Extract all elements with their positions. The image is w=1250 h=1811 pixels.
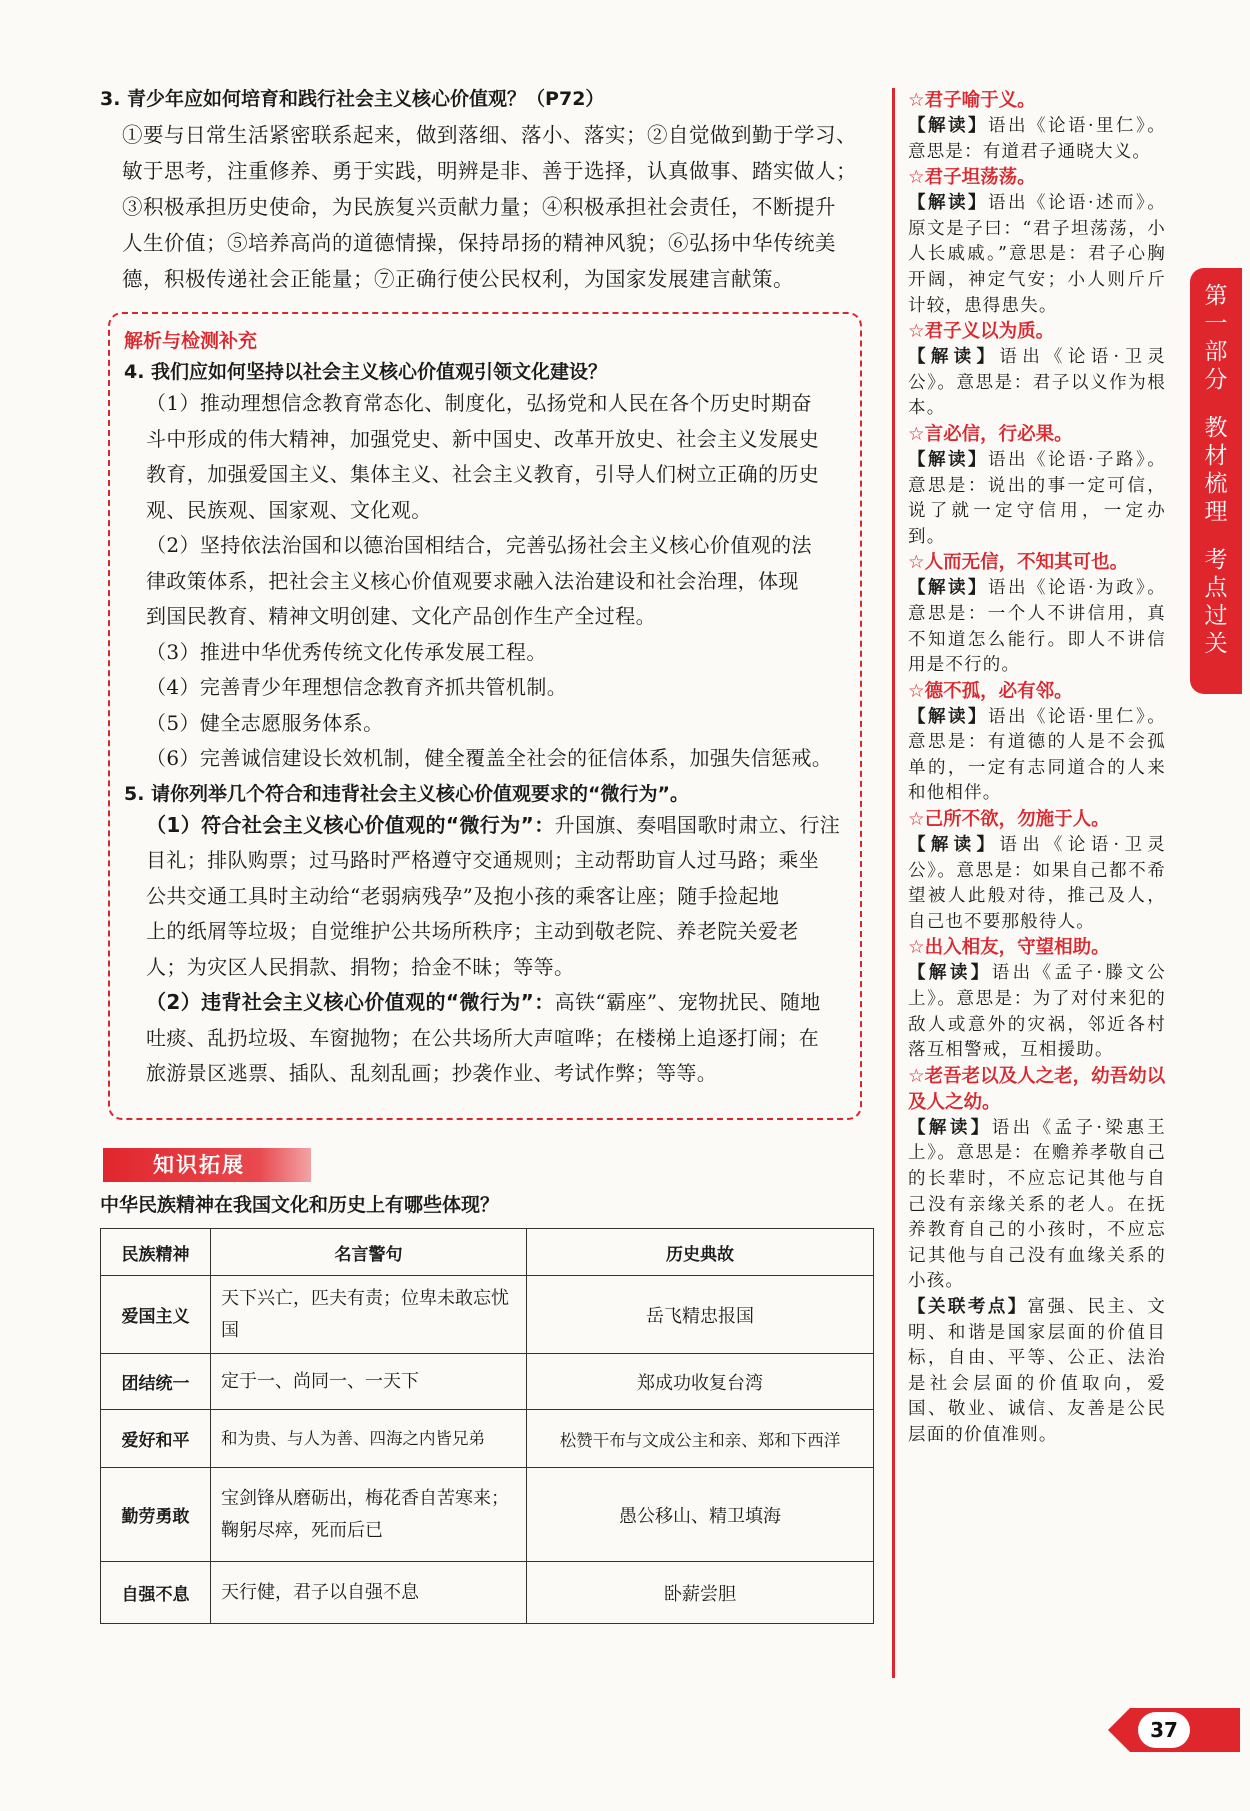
knowledge-extension-banner: 知识拓展 — [103, 1148, 311, 1182]
story-cell: 愚公移山、精卫填海 — [527, 1468, 874, 1562]
question-4-title: 4. 我们应如何坚持以社会主义核心价值观引领文化建设？ — [124, 361, 608, 383]
quote-heading: ☆人而无信，不知其可也。 — [908, 552, 1129, 574]
spirit-cell: 爱国主义 — [101, 1276, 211, 1354]
q4-line: （3）推进中华优秀传统文化传承发展工程。 — [146, 639, 547, 664]
quote-heading: ☆君子喻于义。 — [908, 90, 1036, 111]
explanation-text: 语出《孟子·梁惠王上》。意思是：在赡养孝敬自己的长辈时，不应忘记其他与自己没有亲缘关系的老人。在抚养教育自己的小孩时，不应忘记其他与自己没有血缘关系的小孩。 — [908, 1117, 1166, 1292]
tab-char: 部 — [1204, 339, 1228, 365]
explanation-tag: 【解读】 — [908, 835, 1000, 856]
q5-line: 公共交通工具时主动给“老弱病残孕”及抱小孩的乘客让座；随手捡起地 — [146, 883, 780, 908]
q4-line: 教育，加强爱国主义、集体主义、社会主义教育，引导人们树立正确的历史 — [146, 462, 820, 486]
story-cell: 松赞干布与文成公主和亲、郑和下西洋 — [527, 1410, 874, 1468]
section-tab — [1190, 268, 1242, 694]
explanation-tag: 【解读】 — [908, 963, 992, 984]
q4-line: 斗中形成的伟大精神，加强党史、新中国史、改革开放史、社会主义发展史 — [146, 426, 820, 451]
q4-line: （6）完善诚信建设长效机制，健全覆盖全社会的征信体系，加强失信惩戒。 — [146, 746, 833, 770]
quote-entry — [908, 679, 1166, 807]
quote-explanation — [908, 961, 1166, 1063]
quote-heading: ☆德不孤，必有邻。 — [908, 680, 1073, 702]
q3-line: 人生价值；⑤培养高尚的道德情操，保持昂扬的精神风貌；⑥弘扬中华传统美 — [122, 231, 836, 255]
q4-line: （5）健全志愿服务体系。 — [146, 710, 384, 735]
q5-line: 上的纸屑等垃圾；自觉维护公共场所秩序；主动到敬老院、养老院关爱老 — [146, 919, 799, 943]
quote-heading: ☆君子坦荡荡。 — [908, 167, 1036, 189]
question-3 — [100, 84, 880, 297]
page-number: 37 — [1138, 1712, 1190, 1748]
quote-heading: ☆老吾老以及人之老，幼吾幼以及人之幼。 — [908, 1065, 1166, 1113]
table-row — [101, 1410, 874, 1468]
sidebar-quotes — [908, 88, 1166, 1449]
quote-entry — [908, 807, 1166, 935]
national-spirit-table — [100, 1228, 874, 1624]
explanation-tag: 【解读】 — [908, 706, 988, 727]
quote-entry — [908, 550, 1166, 678]
quote-explanation — [908, 345, 1166, 422]
quote-cell: 天下兴亡，匹夫有责；位卑未敢忘忧国 — [211, 1276, 527, 1354]
q3-line: 德，积极传递社会正能量；⑦正确行使公民权利，为国家发展建言献策。 — [122, 267, 794, 291]
q4-line: 律政策体系，把社会主义核心价值观要求融入法治建设和社会治理，体现 — [146, 568, 799, 593]
tab-char: 点 — [1204, 575, 1228, 601]
q5-line: 目礼；排队购票；过马路时严格遵守交通规则；主动帮助盲人过马路；乘坐 — [146, 848, 820, 872]
story-cell: 卧薪尝胆 — [527, 1562, 874, 1624]
spirit-cell: 勤劳勇敢 — [101, 1468, 211, 1562]
quote-cell: 宝剑锋从磨砺出，梅花香自苦寒来；鞠躬尽瘁，死而后已 — [211, 1468, 527, 1562]
tab-char: 理 — [1204, 499, 1228, 525]
related-tag: 【关联考点】 — [908, 1296, 1028, 1317]
spirit-cell: 爱好和平 — [101, 1410, 211, 1468]
q5-part1-label: （1）符合社会主义核心价值观的“微行为”： — [146, 812, 555, 837]
explanation-tag: 【解读】 — [908, 347, 1000, 368]
spirit-cell: 自强不息 — [101, 1562, 211, 1624]
analysis-box-title: 解析与检测补充 — [124, 330, 258, 352]
q3-line: ③积极承担历史使命，为民族复兴贡献力量；④积极承担社会责任，不断提升 — [122, 195, 836, 219]
quote-entry — [908, 422, 1166, 550]
q4-line: 观、民族观、国家观、文化观。 — [146, 497, 432, 522]
q3-line: ①要与日常生活紧密联系起来，做到落细、落小、落实；②自觉做到勤于学习、 — [122, 123, 857, 147]
analysis-supplement-box — [108, 312, 862, 1120]
quote-entry — [908, 1064, 1166, 1295]
table-row — [101, 1354, 874, 1410]
quote-entry — [908, 88, 1166, 165]
quote-explanation — [908, 448, 1166, 550]
tab-char: 过 — [1204, 603, 1228, 629]
explanation-tag: 【解读】 — [908, 116, 988, 136]
question-3-title: 3. 青少年应如何培育和践行社会主义核心价值观？（P72） — [100, 88, 605, 110]
spirit-cell: 团结统一 — [101, 1354, 211, 1410]
quote-cell: 和为贵、与人为善、四海之内皆兄弟 — [211, 1410, 527, 1468]
explanation-text: 语出《论语·里仁》。意思是：有道德的人是不会孤单的，一定有志同道合的人来和他相伴。 — [908, 706, 1166, 804]
related-text: 富强、民主、文明、和谐是国家层面的价值目标，自由、平等、公正、法治是社会层面的价值取向，爱国、敬业、诚信、友善是公民层面的价值准则。 — [908, 1296, 1167, 1445]
quote-explanation — [908, 114, 1166, 165]
table-row — [101, 1468, 874, 1562]
quote-cell: 定于一、尚同一、一天下 — [211, 1354, 527, 1410]
quote-heading: ☆出入相友，守望相助。 — [908, 937, 1110, 959]
explanation-text: 语出《论语·卫灵公》。意思是：君子以义作为根本。 — [908, 347, 1166, 419]
quote-heading: ☆言必信，行必果。 — [908, 423, 1073, 445]
quote-entry — [908, 165, 1166, 319]
q5-line — [124, 808, 846, 844]
related-explanation — [908, 1295, 1166, 1449]
quote-explanation — [908, 1116, 1166, 1295]
table-row — [101, 1276, 874, 1354]
explanation-text: 语出《论语·子路》。意思是：说出的事一定可信，说了就一定守信用，一定办到。 — [908, 449, 1166, 547]
q4-line: （4）完善青少年理想信念教育齐抓共管机制。 — [146, 675, 568, 699]
quote-cell: 天行健，君子以自强不息 — [211, 1562, 527, 1624]
quote-explanation — [908, 833, 1166, 935]
quote-explanation — [908, 705, 1166, 807]
q4-line: 到国民教育、精神文明创建、文化产品创作生产全过程。 — [146, 604, 656, 628]
q5-line — [124, 985, 846, 1021]
story-cell: 郑成功收复台湾 — [527, 1354, 874, 1410]
q4-line: （2）坚持依法治国和以德治国相结合，完善弘扬社会主义核心价值观的法 — [146, 533, 812, 557]
explanation-text: 语出《孟子·滕文公上》。意思是：为了对付来犯的敌人或意外的灾祸，邻近各村落互相警戒，互相援助。 — [908, 963, 1166, 1061]
tab-char: 分 — [1204, 367, 1228, 393]
q5-line: 人；为灾区人民捐款、捐物；拾金不昧；等等。 — [146, 954, 575, 979]
q3-line: 敏于思考，注重修养、勇于实践，明辨是非、善于选择，认真做事、踏实做人； — [122, 159, 857, 183]
explanation-tag: 【解读】 — [908, 449, 988, 470]
q5-part2-text: 高铁“霸座”、宠物扰民、随地 — [554, 990, 821, 1014]
q5-part2-label: （2）违背社会主义核心价值观的“微行为”： — [146, 990, 555, 1014]
q5-part1-text: 升国旗、奏唱国歌时肃立、行注 — [554, 812, 841, 837]
tab-char: 教 — [1204, 415, 1228, 441]
tab-char: 关 — [1204, 631, 1228, 657]
extension-question: 中华民族精神在我国文化和历史上有哪些体现？ — [100, 1194, 500, 1216]
quote-explanation — [908, 191, 1166, 319]
tab-char: 梳 — [1204, 471, 1228, 497]
q5-line: 吐痰、乱扔垃圾、车窗抛物；在公共场所大声喧哗；在楼梯上追逐打闹；在 — [146, 1025, 820, 1050]
table-header: 名言警句 — [211, 1229, 527, 1276]
q5-line: 旅游景区逃票、插队、乱刻乱画；抄袭作业、考试作弊；等等。 — [146, 1061, 718, 1085]
quote-explanation — [908, 576, 1166, 678]
tab-char: 材 — [1204, 443, 1228, 469]
quote-entry — [908, 935, 1166, 1063]
table-header: 历史典故 — [527, 1229, 874, 1276]
explanation-tag: 【解读】 — [908, 193, 988, 214]
related-exam-point — [908, 1295, 1166, 1449]
explanation-text: 语出《论语·为政》。意思是：一个人不讲信用，真不知道怎么能行。即人不讲信用是不行的。 — [908, 578, 1166, 676]
quote-entry — [908, 319, 1166, 422]
table-header-row — [101, 1229, 874, 1276]
table-row — [101, 1562, 874, 1624]
explanation-tag: 【解读】 — [908, 1117, 992, 1138]
column-divider — [892, 88, 895, 1678]
explanation-text: 语出《论语·述而》。原文是子曰：“君子坦荡荡，小人长戚戚。”意思是：君子心胸开阔，神定气安；小人则斤斤计较，患得患失。 — [908, 193, 1166, 316]
quote-heading: ☆君子义以为质。 — [908, 321, 1055, 343]
q4-line: （1）推动理想信念教育常态化、制度化，弘扬党和人民在各个历史时期奋 — [146, 391, 812, 415]
question-5-title: 5. 请你列举几个符合和违背社会主义核心价值观要求的“微行为”。 — [124, 782, 690, 805]
story-cell: 岳飞精忠报国 — [527, 1276, 874, 1354]
tab-char: 第 — [1204, 283, 1228, 309]
explanation-text: 语出《论语·里仁》。意思是：有道君子通晓大义。 — [908, 116, 1166, 162]
page-number-badge — [1108, 1708, 1240, 1752]
tab-char: 一 — [1204, 311, 1228, 337]
table-header: 民族精神 — [101, 1229, 211, 1276]
explanation-tag: 【解读】 — [908, 578, 988, 599]
explanation-text: 语出《论语·卫灵公》。意思是：如果自己都不希望被人此般对待，推己及人，自己也不要那般待人。 — [908, 835, 1166, 932]
tab-char: 考 — [1204, 547, 1228, 573]
quote-heading: ☆己所不欲，勿施于人。 — [908, 809, 1110, 831]
